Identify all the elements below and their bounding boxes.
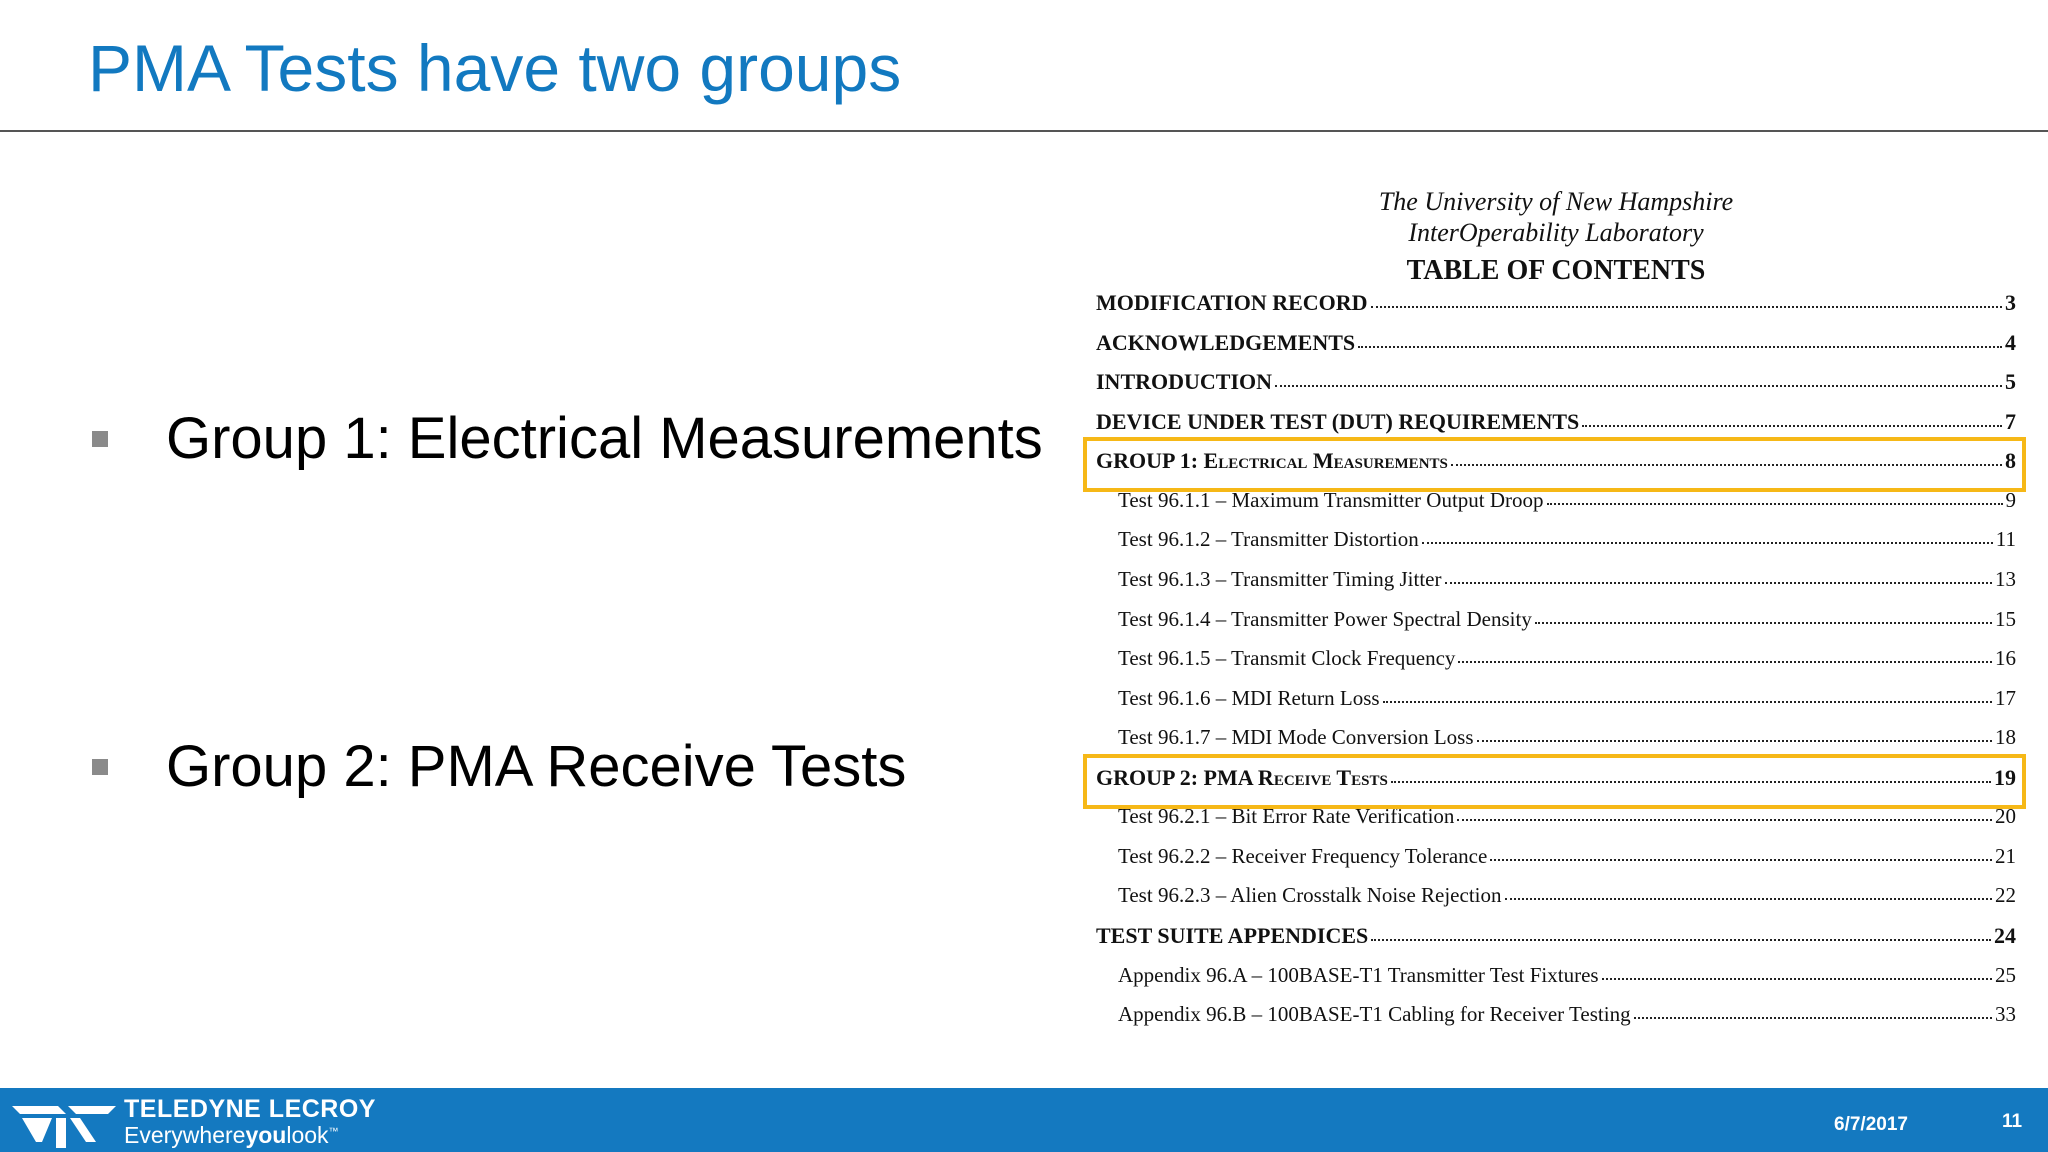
toc-leader (1422, 541, 1993, 544)
footer-date: 6/7/2017 (1834, 1114, 1908, 1135)
toc-leader (1275, 384, 2002, 387)
toc-leader (1457, 818, 1992, 821)
slide-title: PMA Tests have two groups (88, 31, 902, 105)
toc-entry-page: 18 (1995, 725, 2016, 749)
toc-entry-label: Test 96.1.6 – MDI Return Loss (1118, 686, 1380, 710)
toc-leader (1371, 305, 2002, 308)
page-number: 11 (2002, 1111, 2023, 1132)
toc-entry-page: 15 (1995, 607, 2016, 631)
toc-leader (1582, 424, 2002, 427)
toc-entry-page: 9 (2005, 488, 2016, 512)
toc-leader (1505, 897, 1993, 900)
toc-entry-label: TEST SUITE APPENDICES (1096, 923, 1369, 948)
teledyne-logo-icon (12, 1096, 120, 1148)
tagline-part: look (286, 1122, 329, 1148)
toc-entry (1096, 527, 2016, 561)
toc-entry-page: 4 (2005, 330, 2016, 355)
toc-entry-label: Test 96.1.5 – Transmit Clock Frequency (1118, 646, 1456, 670)
toc-entry (1096, 923, 2016, 957)
toc-entry (1096, 488, 2016, 522)
toc-entry-page: 22 (1995, 883, 2016, 907)
toc-leader (1535, 621, 1992, 624)
toc-entry-label: ACKNOWLEDGEMENTS (1096, 330, 1356, 355)
highlight-group-2 (1083, 754, 2026, 809)
toc-entry (1096, 330, 2016, 364)
toc-entry (1096, 369, 2016, 403)
toc-leader (1634, 1016, 1992, 1019)
bullet-group-2 (92, 733, 906, 800)
bullet-text: Group 2: PMA Receive Tests (166, 734, 907, 799)
toc-entry-page: 24 (1994, 923, 2016, 948)
toc-entry-page: 11 (1995, 527, 2016, 551)
toc-entry (1096, 686, 2016, 720)
toc-leader (1547, 502, 2003, 505)
toc-entry (1096, 290, 2016, 324)
toc-leader (1358, 345, 2002, 348)
toc-entry-label: Test 96.1.1 – Maximum Transmitter Output Droop (1118, 488, 1544, 512)
tagline-trademark: ™ (328, 1126, 339, 1138)
toc-lab: InterOperability Laboratory (1408, 218, 1704, 247)
toc-entry-label: GROUP 1: Electrical Measurements (1096, 448, 1448, 473)
toc-entry (1096, 1002, 2016, 1036)
highlight-group-1 (1083, 437, 2026, 492)
tagline-part: you (245, 1122, 287, 1148)
toc-entry-label: Test 96.1.2 – Transmitter Distortion (1118, 527, 1419, 551)
toc-entry-label: Test 96.1.7 – MDI Mode Conversion Loss (1118, 725, 1474, 749)
toc-entry-page: 21 (1995, 844, 2016, 868)
toc-entry-page: 16 (1995, 646, 2016, 670)
tagline-part: Everywhere (124, 1122, 246, 1148)
toc-entry-page: 8 (2005, 448, 2016, 473)
toc-entry-label: INTRODUCTION (1096, 369, 1273, 394)
toc-entry (1096, 883, 2016, 917)
toc-entry-page: 25 (1995, 963, 2016, 987)
toc-entry-label: DEVICE UNDER TEST (DUT) REQUIREMENTS (1096, 409, 1580, 434)
toc-leader (1445, 581, 1993, 584)
toc-entry-label: Test 96.1.3 – Transmitter Timing Jitter (1118, 567, 1442, 591)
toc-entry-label: Test 96.2.1 – Bit Error Rate Verification (1118, 804, 1455, 828)
toc-entry-page: 17 (1995, 686, 2016, 710)
toc-entry-label: Appendix 96.B – 100BASE-T1 Cabling for Receiver Testing (1118, 1002, 1631, 1026)
toc-entry-page: 5 (2005, 369, 2016, 394)
toc-entry (1096, 607, 2016, 641)
toc-entry-label: MODIFICATION RECORD (1096, 290, 1368, 315)
toc-heading: TABLE OF CONTENTS (1406, 255, 1706, 286)
brand-name: TELEDYNE LECROY (124, 1095, 376, 1123)
toc-entry-page: 20 (1995, 804, 2016, 828)
toc-entry-page: 7 (2005, 409, 2016, 434)
bullet-square-icon (92, 759, 108, 775)
toc-entry-page: 13 (1995, 567, 2016, 591)
toc-institution: The University of New Hampshire (1378, 187, 1734, 216)
toc-leader (1371, 938, 1991, 941)
bullet-square-icon (92, 431, 108, 447)
toc-document-image (1096, 186, 2016, 1026)
toc-entry-label: Appendix 96.A – 100BASE-T1 Transmitter Test Fixtures (1118, 963, 1599, 987)
toc-entry-page: 3 (2005, 290, 2016, 315)
toc-entry (1096, 646, 2016, 680)
bullet-text: Group 1: Electrical Measurements (166, 406, 1043, 471)
toc-leader (1490, 858, 1992, 861)
toc-entry (1096, 567, 2016, 601)
toc-leader (1477, 739, 1992, 742)
toc-entry (1096, 804, 2016, 838)
brand-tagline (124, 1122, 339, 1149)
toc-entry-label: Test 96.2.3 – Alien Crosstalk Noise Rejection (1118, 883, 1502, 907)
footer-bar (0, 1088, 2048, 1152)
toc-entry-page: 33 (1995, 1002, 2016, 1026)
toc-leader (1458, 660, 1992, 663)
toc-entry (1096, 963, 2016, 997)
title-divider (0, 130, 2048, 132)
bullet-group-1 (92, 405, 1043, 472)
toc-entry-page: 19 (1994, 765, 2016, 790)
toc-entry (1096, 844, 2016, 878)
toc-leader (1383, 700, 1992, 703)
toc-entry-label: Test 96.2.2 – Receiver Frequency Tolerance (1118, 844, 1488, 868)
toc-leader (1602, 977, 1992, 980)
toc-entry-label: GROUP 2: PMA Receive Tests (1096, 765, 1388, 790)
toc-entry-label: Test 96.1.4 – Transmitter Power Spectral Density (1118, 607, 1532, 631)
